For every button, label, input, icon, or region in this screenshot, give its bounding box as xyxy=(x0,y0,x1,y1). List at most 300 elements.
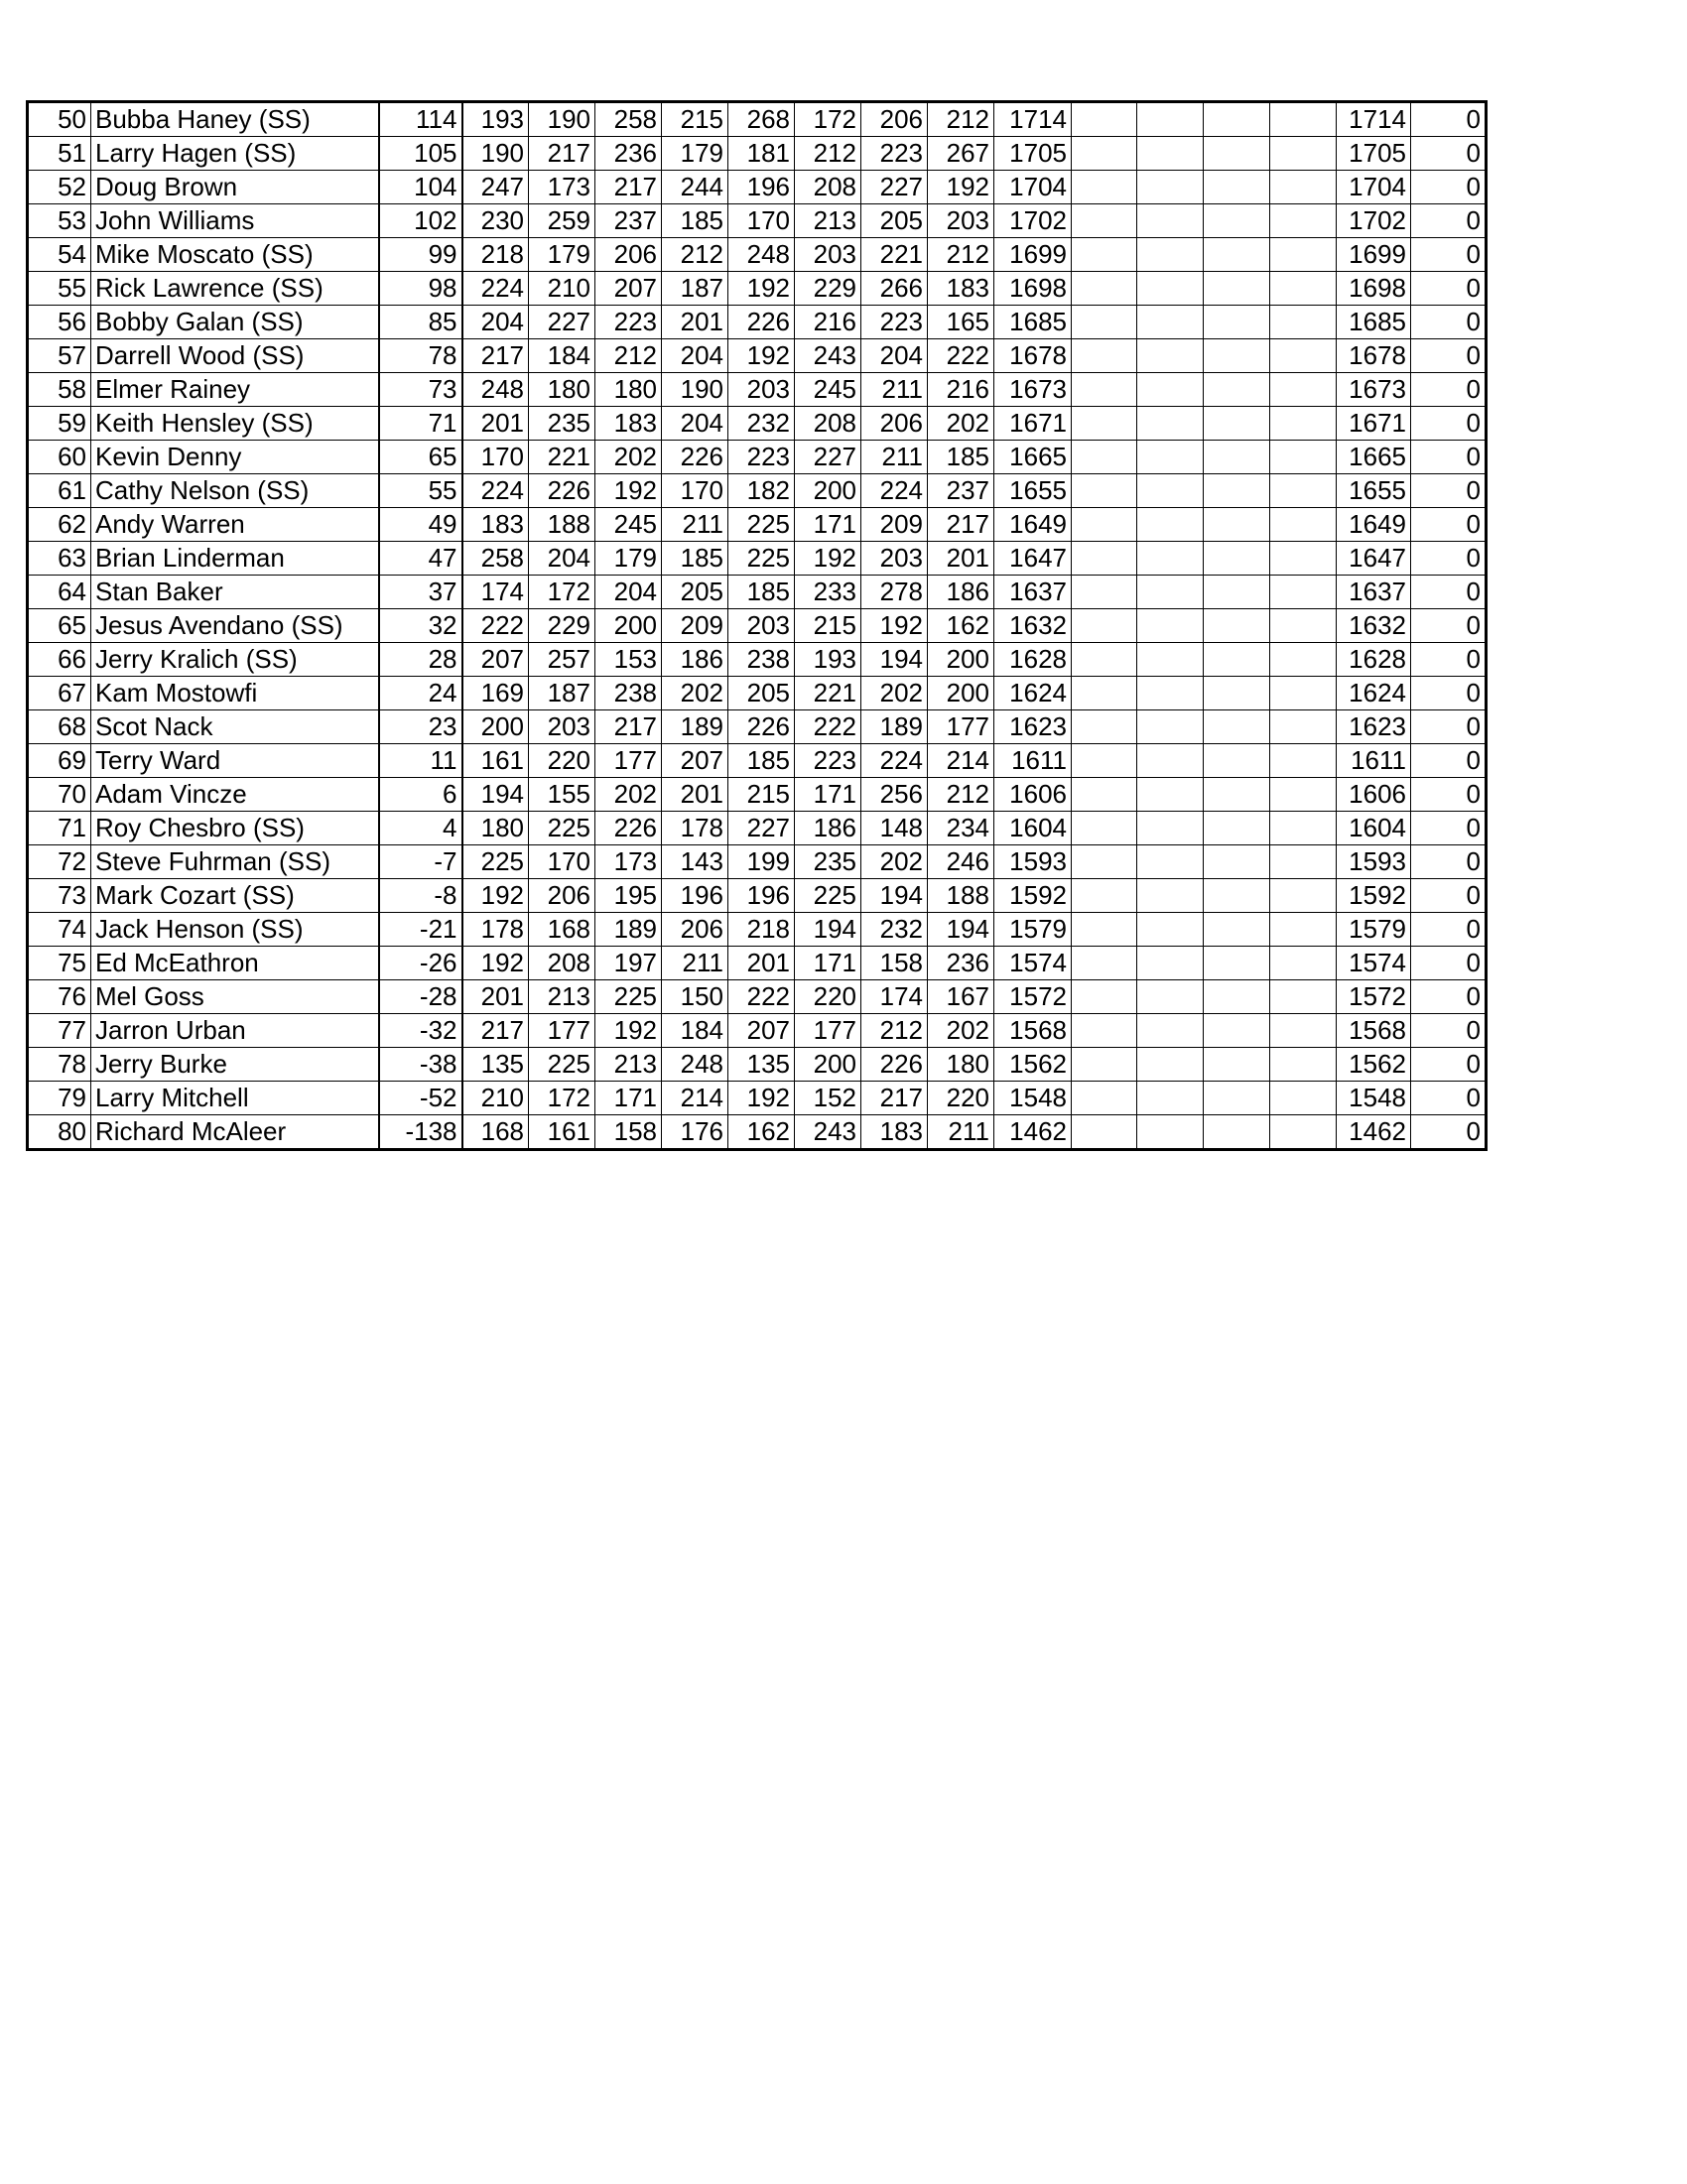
game-score-cell: 187 xyxy=(529,677,595,710)
game-score-cell: 220 xyxy=(928,1082,994,1115)
game-score-cell: 200 xyxy=(595,609,662,643)
rank-cell: 54 xyxy=(28,238,91,272)
game-score-cell: 196 xyxy=(728,879,795,913)
rank-cell: 69 xyxy=(28,744,91,778)
game-score-cell: 233 xyxy=(795,576,861,609)
empty-cell xyxy=(1204,576,1270,609)
game-score-cell: 189 xyxy=(861,710,928,744)
game-score-cell: 168 xyxy=(462,1115,529,1150)
empty-cell xyxy=(1137,744,1204,778)
rank-cell: 73 xyxy=(28,879,91,913)
game-score-cell: 180 xyxy=(595,373,662,407)
empty-cell xyxy=(1072,441,1137,474)
game-score-cell: 212 xyxy=(662,238,728,272)
empty-cell xyxy=(1204,102,1270,137)
empty-cell xyxy=(1137,339,1204,373)
game-score-cell: 186 xyxy=(662,643,728,677)
game-score-cell: 207 xyxy=(462,643,529,677)
empty-cell xyxy=(1270,643,1337,677)
total-cell: 1548 xyxy=(994,1082,1072,1115)
bowler-name-cell: Steve Fuhrman (SS) xyxy=(91,845,379,879)
empty-cell xyxy=(1204,373,1270,407)
bowler-name-cell: Elmer Rainey xyxy=(91,373,379,407)
total-cell: 1678 xyxy=(994,339,1072,373)
game-score-cell: 188 xyxy=(928,879,994,913)
final-total-cell: 1593 xyxy=(1337,845,1411,879)
total-cell: 1702 xyxy=(994,204,1072,238)
game-score-cell: 192 xyxy=(861,609,928,643)
game-score-cell: 173 xyxy=(529,171,595,204)
game-score-cell: 185 xyxy=(662,542,728,576)
last-column-cell: 0 xyxy=(1411,609,1487,643)
bowler-name-cell: Jack Henson (SS) xyxy=(91,913,379,947)
diff-cell: 32 xyxy=(379,609,462,643)
game-score-cell: 192 xyxy=(462,879,529,913)
diff-cell: 99 xyxy=(379,238,462,272)
empty-cell xyxy=(1204,1082,1270,1115)
empty-cell xyxy=(1137,204,1204,238)
game-score-cell: 192 xyxy=(728,339,795,373)
table-row xyxy=(28,474,1487,508)
total-cell: 1699 xyxy=(994,238,1072,272)
empty-cell xyxy=(1204,812,1270,845)
bowler-name-cell: Scot Nack xyxy=(91,710,379,744)
total-cell: 1665 xyxy=(994,441,1072,474)
game-score-cell: 204 xyxy=(861,339,928,373)
game-score-cell: 150 xyxy=(662,980,728,1014)
table-row xyxy=(28,744,1487,778)
bowler-name-cell: Mark Cozart (SS) xyxy=(91,879,379,913)
last-column-cell: 0 xyxy=(1411,677,1487,710)
game-score-cell: 172 xyxy=(529,576,595,609)
bowler-name-cell: Larry Mitchell xyxy=(91,1082,379,1115)
diff-cell: 105 xyxy=(379,137,462,171)
diff-cell: -21 xyxy=(379,913,462,947)
rank-cell: 57 xyxy=(28,339,91,373)
game-score-cell: 210 xyxy=(529,272,595,306)
game-score-cell: 185 xyxy=(728,744,795,778)
game-score-cell: 208 xyxy=(529,947,595,980)
empty-cell xyxy=(1270,913,1337,947)
empty-cell xyxy=(1137,306,1204,339)
game-score-cell: 179 xyxy=(529,238,595,272)
empty-cell xyxy=(1137,102,1204,137)
game-score-cell: 193 xyxy=(795,643,861,677)
empty-cell xyxy=(1072,407,1137,441)
game-score-cell: 238 xyxy=(595,677,662,710)
bowler-name-cell: John Williams xyxy=(91,204,379,238)
empty-cell xyxy=(1204,1048,1270,1082)
empty-cell xyxy=(1072,1082,1137,1115)
empty-cell xyxy=(1072,204,1137,238)
empty-cell xyxy=(1204,643,1270,677)
total-cell: 1593 xyxy=(994,845,1072,879)
diff-cell: 104 xyxy=(379,171,462,204)
game-score-cell: 202 xyxy=(861,845,928,879)
diff-cell: 47 xyxy=(379,542,462,576)
game-score-cell: 204 xyxy=(462,306,529,339)
last-column-cell: 0 xyxy=(1411,407,1487,441)
game-score-cell: 201 xyxy=(462,980,529,1014)
game-score-cell: 256 xyxy=(861,778,928,812)
last-column-cell: 0 xyxy=(1411,1014,1487,1048)
game-score-cell: 248 xyxy=(462,373,529,407)
empty-cell xyxy=(1072,102,1137,137)
empty-cell xyxy=(1137,1115,1204,1150)
bowler-name-cell: Rick Lawrence (SS) xyxy=(91,272,379,306)
rank-cell: 61 xyxy=(28,474,91,508)
empty-cell xyxy=(1137,474,1204,508)
bowler-name-cell: Kevin Denny xyxy=(91,441,379,474)
game-score-cell: 202 xyxy=(595,441,662,474)
final-total-cell: 1671 xyxy=(1337,407,1411,441)
empty-cell xyxy=(1270,306,1337,339)
table-row xyxy=(28,1048,1487,1082)
table-row xyxy=(28,947,1487,980)
game-score-cell: 216 xyxy=(795,306,861,339)
empty-cell xyxy=(1137,677,1204,710)
total-cell: 1637 xyxy=(994,576,1072,609)
empty-cell xyxy=(1270,947,1337,980)
table-row xyxy=(28,441,1487,474)
table-row xyxy=(28,102,1487,137)
diff-cell: -138 xyxy=(379,1115,462,1150)
game-score-cell: 196 xyxy=(662,879,728,913)
bowler-name-cell: Kam Mostowfi xyxy=(91,677,379,710)
empty-cell xyxy=(1072,744,1137,778)
diff-cell: 71 xyxy=(379,407,462,441)
total-cell: 1655 xyxy=(994,474,1072,508)
total-cell: 1685 xyxy=(994,306,1072,339)
rank-cell: 67 xyxy=(28,677,91,710)
game-score-cell: 196 xyxy=(728,171,795,204)
final-total-cell: 1655 xyxy=(1337,474,1411,508)
game-score-cell: 174 xyxy=(861,980,928,1014)
game-score-cell: 170 xyxy=(529,845,595,879)
game-score-cell: 211 xyxy=(861,441,928,474)
game-score-cell: 183 xyxy=(861,1115,928,1150)
empty-cell xyxy=(1072,171,1137,204)
empty-cell xyxy=(1137,238,1204,272)
final-total-cell: 1704 xyxy=(1337,171,1411,204)
game-score-cell: 171 xyxy=(795,947,861,980)
rank-cell: 51 xyxy=(28,137,91,171)
game-score-cell: 194 xyxy=(861,879,928,913)
game-score-cell: 222 xyxy=(928,339,994,373)
game-score-cell: 204 xyxy=(662,339,728,373)
empty-cell xyxy=(1137,441,1204,474)
empty-cell xyxy=(1204,879,1270,913)
game-score-cell: 206 xyxy=(529,879,595,913)
rank-cell: 72 xyxy=(28,845,91,879)
total-cell: 1671 xyxy=(994,407,1072,441)
bowler-name-cell: Ed McEathron xyxy=(91,947,379,980)
total-cell: 1611 xyxy=(994,744,1072,778)
game-score-cell: 201 xyxy=(462,407,529,441)
empty-cell xyxy=(1270,609,1337,643)
total-cell: 1623 xyxy=(994,710,1072,744)
game-score-cell: 178 xyxy=(462,913,529,947)
game-score-cell: 172 xyxy=(795,102,861,137)
empty-cell xyxy=(1204,1115,1270,1150)
empty-cell xyxy=(1137,1014,1204,1048)
game-score-cell: 208 xyxy=(795,407,861,441)
game-score-cell: 236 xyxy=(595,137,662,171)
game-score-cell: 227 xyxy=(529,306,595,339)
game-score-cell: 202 xyxy=(928,1014,994,1048)
game-score-cell: 170 xyxy=(462,441,529,474)
total-cell: 1705 xyxy=(994,137,1072,171)
game-score-cell: 227 xyxy=(795,441,861,474)
diff-cell: -52 xyxy=(379,1082,462,1115)
game-score-cell: 193 xyxy=(462,102,529,137)
game-score-cell: 189 xyxy=(595,913,662,947)
game-score-cell: 135 xyxy=(728,1048,795,1082)
total-cell: 1568 xyxy=(994,1014,1072,1048)
game-score-cell: 225 xyxy=(529,812,595,845)
last-column-cell: 0 xyxy=(1411,812,1487,845)
empty-cell xyxy=(1072,913,1137,947)
empty-cell xyxy=(1204,474,1270,508)
empty-cell xyxy=(1270,542,1337,576)
empty-cell xyxy=(1137,879,1204,913)
empty-cell xyxy=(1204,744,1270,778)
total-cell: 1698 xyxy=(994,272,1072,306)
diff-cell: 6 xyxy=(379,778,462,812)
game-score-cell: 212 xyxy=(795,137,861,171)
game-score-cell: 200 xyxy=(462,710,529,744)
game-score-cell: 203 xyxy=(795,238,861,272)
game-score-cell: 248 xyxy=(728,238,795,272)
table-row xyxy=(28,171,1487,204)
game-score-cell: 224 xyxy=(861,474,928,508)
game-score-cell: 192 xyxy=(795,542,861,576)
final-total-cell: 1678 xyxy=(1337,339,1411,373)
game-score-cell: 177 xyxy=(595,744,662,778)
game-score-cell: 208 xyxy=(795,171,861,204)
diff-cell: 23 xyxy=(379,710,462,744)
empty-cell xyxy=(1072,609,1137,643)
game-score-cell: 152 xyxy=(795,1082,861,1115)
table-row xyxy=(28,204,1487,238)
total-cell: 1647 xyxy=(994,542,1072,576)
game-score-cell: 215 xyxy=(795,609,861,643)
game-score-cell: 200 xyxy=(795,474,861,508)
table-row xyxy=(28,373,1487,407)
game-score-cell: 237 xyxy=(928,474,994,508)
empty-cell xyxy=(1270,204,1337,238)
standings-body xyxy=(28,102,1487,1150)
game-score-cell: 155 xyxy=(529,778,595,812)
game-score-cell: 213 xyxy=(795,204,861,238)
diff-cell: 78 xyxy=(379,339,462,373)
game-score-cell: 194 xyxy=(928,913,994,947)
game-score-cell: 177 xyxy=(795,1014,861,1048)
empty-cell xyxy=(1137,778,1204,812)
final-total-cell: 1572 xyxy=(1337,980,1411,1014)
bowler-name-cell: Doug Brown xyxy=(91,171,379,204)
game-score-cell: 227 xyxy=(861,171,928,204)
empty-cell xyxy=(1204,778,1270,812)
diff-cell: 11 xyxy=(379,744,462,778)
empty-cell xyxy=(1137,947,1204,980)
game-score-cell: 217 xyxy=(861,1082,928,1115)
game-score-cell: 229 xyxy=(795,272,861,306)
game-score-cell: 266 xyxy=(861,272,928,306)
game-score-cell: 174 xyxy=(462,576,529,609)
last-column-cell: 0 xyxy=(1411,508,1487,542)
final-total-cell: 1624 xyxy=(1337,677,1411,710)
table-row xyxy=(28,609,1487,643)
diff-cell: 102 xyxy=(379,204,462,238)
empty-cell xyxy=(1137,710,1204,744)
game-score-cell: 215 xyxy=(662,102,728,137)
rank-cell: 55 xyxy=(28,272,91,306)
game-score-cell: 171 xyxy=(795,778,861,812)
rank-cell: 71 xyxy=(28,812,91,845)
game-score-cell: 188 xyxy=(529,508,595,542)
rank-cell: 52 xyxy=(28,171,91,204)
diff-cell: -26 xyxy=(379,947,462,980)
bowler-name-cell: Adam Vincze xyxy=(91,778,379,812)
game-score-cell: 217 xyxy=(595,710,662,744)
total-cell: 1592 xyxy=(994,879,1072,913)
bowler-name-cell: Mel Goss xyxy=(91,980,379,1014)
game-score-cell: 225 xyxy=(529,1048,595,1082)
game-score-cell: 278 xyxy=(861,576,928,609)
rank-cell: 74 xyxy=(28,913,91,947)
game-score-cell: 211 xyxy=(662,508,728,542)
empty-cell xyxy=(1137,1048,1204,1082)
rank-cell: 60 xyxy=(28,441,91,474)
table-row xyxy=(28,710,1487,744)
game-score-cell: 243 xyxy=(795,339,861,373)
game-score-cell: 200 xyxy=(928,643,994,677)
last-column-cell: 0 xyxy=(1411,980,1487,1014)
game-score-cell: 187 xyxy=(662,272,728,306)
game-score-cell: 167 xyxy=(928,980,994,1014)
final-total-cell: 1606 xyxy=(1337,778,1411,812)
game-score-cell: 199 xyxy=(728,845,795,879)
empty-cell xyxy=(1270,845,1337,879)
empty-cell xyxy=(1204,542,1270,576)
last-column-cell: 0 xyxy=(1411,306,1487,339)
game-score-cell: 135 xyxy=(462,1048,529,1082)
table-row xyxy=(28,643,1487,677)
empty-cell xyxy=(1072,677,1137,710)
game-score-cell: 177 xyxy=(529,1014,595,1048)
table-row xyxy=(28,542,1487,576)
table-row xyxy=(28,845,1487,879)
final-total-cell: 1604 xyxy=(1337,812,1411,845)
game-score-cell: 223 xyxy=(861,137,928,171)
game-score-cell: 202 xyxy=(861,677,928,710)
rank-cell: 78 xyxy=(28,1048,91,1082)
rank-cell: 59 xyxy=(28,407,91,441)
rank-cell: 75 xyxy=(28,947,91,980)
empty-cell xyxy=(1204,845,1270,879)
rank-cell: 53 xyxy=(28,204,91,238)
game-score-cell: 182 xyxy=(728,474,795,508)
bowler-name-cell: Bobby Galan (SS) xyxy=(91,306,379,339)
last-column-cell: 0 xyxy=(1411,744,1487,778)
game-score-cell: 217 xyxy=(462,1014,529,1048)
game-score-cell: 203 xyxy=(728,373,795,407)
game-score-cell: 200 xyxy=(928,677,994,710)
game-score-cell: 180 xyxy=(462,812,529,845)
table-row xyxy=(28,677,1487,710)
diff-cell: 55 xyxy=(379,474,462,508)
game-score-cell: 195 xyxy=(595,879,662,913)
game-score-cell: 226 xyxy=(728,710,795,744)
diff-cell: -7 xyxy=(379,845,462,879)
final-total-cell: 1673 xyxy=(1337,373,1411,407)
last-column-cell: 0 xyxy=(1411,845,1487,879)
game-score-cell: 226 xyxy=(662,441,728,474)
game-score-cell: 213 xyxy=(529,980,595,1014)
empty-cell xyxy=(1204,204,1270,238)
empty-cell xyxy=(1137,171,1204,204)
game-score-cell: 212 xyxy=(928,778,994,812)
game-score-cell: 238 xyxy=(728,643,795,677)
diff-cell: -32 xyxy=(379,1014,462,1048)
bowler-name-cell: Richard McAleer xyxy=(91,1115,379,1150)
game-score-cell: 212 xyxy=(861,1014,928,1048)
total-cell: 1628 xyxy=(994,643,1072,677)
empty-cell xyxy=(1137,137,1204,171)
empty-cell xyxy=(1270,576,1337,609)
empty-cell xyxy=(1270,238,1337,272)
table-row xyxy=(28,306,1487,339)
game-score-cell: 223 xyxy=(728,441,795,474)
empty-cell xyxy=(1072,137,1137,171)
game-score-cell: 162 xyxy=(728,1115,795,1150)
last-column-cell: 0 xyxy=(1411,204,1487,238)
game-score-cell: 258 xyxy=(462,542,529,576)
game-score-cell: 217 xyxy=(595,171,662,204)
bowler-name-cell: Brian Linderman xyxy=(91,542,379,576)
rank-cell: 65 xyxy=(28,609,91,643)
final-total-cell: 1647 xyxy=(1337,542,1411,576)
final-total-cell: 1628 xyxy=(1337,643,1411,677)
last-column-cell: 0 xyxy=(1411,1082,1487,1115)
game-score-cell: 185 xyxy=(662,204,728,238)
table-row xyxy=(28,1082,1487,1115)
game-score-cell: 232 xyxy=(861,913,928,947)
empty-cell xyxy=(1072,373,1137,407)
empty-cell xyxy=(1072,879,1137,913)
final-total-cell: 1462 xyxy=(1337,1115,1411,1150)
empty-cell xyxy=(1072,306,1137,339)
empty-cell xyxy=(1270,744,1337,778)
last-column-cell: 0 xyxy=(1411,643,1487,677)
table-row xyxy=(28,980,1487,1014)
bowler-name-cell: Cathy Nelson (SS) xyxy=(91,474,379,508)
last-column-cell: 0 xyxy=(1411,137,1487,171)
bowler-name-cell: Mike Moscato (SS) xyxy=(91,238,379,272)
game-score-cell: 234 xyxy=(928,812,994,845)
game-score-cell: 211 xyxy=(662,947,728,980)
game-score-cell: 170 xyxy=(662,474,728,508)
game-score-cell: 201 xyxy=(662,306,728,339)
diff-cell: 4 xyxy=(379,812,462,845)
final-total-cell: 1698 xyxy=(1337,272,1411,306)
bowler-name-cell: Jerry Kralich (SS) xyxy=(91,643,379,677)
game-score-cell: 192 xyxy=(595,1014,662,1048)
game-score-cell: 197 xyxy=(595,947,662,980)
final-total-cell: 1592 xyxy=(1337,879,1411,913)
game-score-cell: 190 xyxy=(529,102,595,137)
